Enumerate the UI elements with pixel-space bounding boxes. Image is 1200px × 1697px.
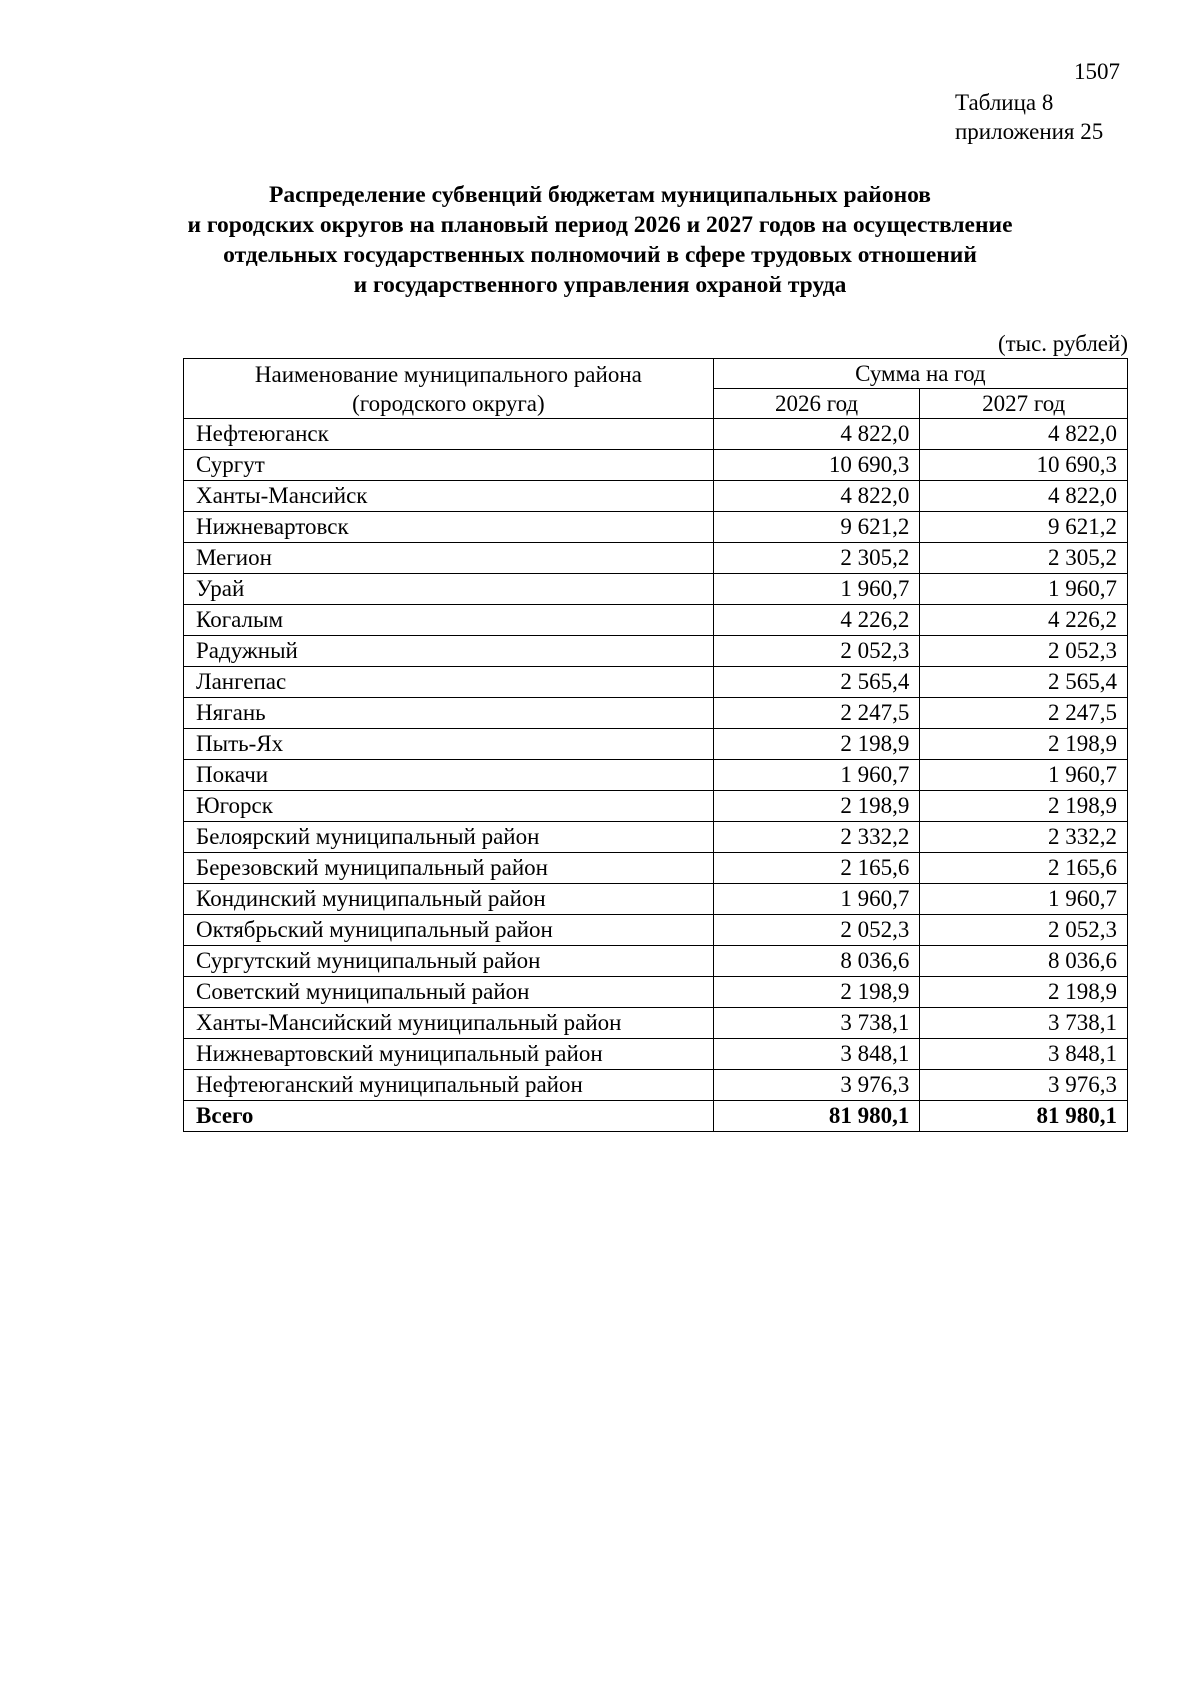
amount-2027: 2 247,5 [920,698,1128,729]
table-row [184,946,1128,977]
amount-2026: 2 052,3 [713,636,920,667]
total-label: Всего [184,1101,714,1132]
amount-2026: 2 198,9 [713,791,920,822]
amount-2026: 3 738,1 [713,1008,920,1039]
header-municipality-line2: (городского округа) [352,391,545,416]
municipality-name: Когалым [184,605,714,636]
page-number: 1507 [1074,59,1120,84]
municipality-name: Сургут [184,450,714,481]
amount-2027: 2 198,9 [920,791,1128,822]
table-row [184,450,1128,481]
total-2027: 81 980,1 [920,1101,1128,1132]
amount-2027: 4 822,0 [920,481,1128,512]
municipality-name: Нефтеюганский муниципальный район [184,1070,714,1101]
table-row [184,760,1128,791]
table-row [184,853,1128,884]
municipality-name: Сургутский муниципальный район [184,946,714,977]
amount-2026: 8 036,6 [713,946,920,977]
header-municipality-line1: Наименование муниципального района [254,362,642,387]
table-body [184,419,1128,1132]
table-row [184,481,1128,512]
amount-2027: 2 332,2 [920,822,1128,853]
table-header-row [184,359,1128,389]
amount-2026: 1 960,7 [713,574,920,605]
municipality-name: Урай [184,574,714,605]
table-row [184,419,1128,450]
municipality-name: Нижневартовск [184,512,714,543]
municipality-name: Ханты-Мансийск [184,481,714,512]
total-row [184,1101,1128,1132]
municipality-name: Радужный [184,636,714,667]
amount-2027: 8 036,6 [920,946,1128,977]
amount-2026: 2 305,2 [713,543,920,574]
municipality-name: Октябрьский муниципальный район [184,915,714,946]
amount-2026: 2 332,2 [713,822,920,853]
header-year-2026: 2026 год [713,389,920,419]
amount-2026: 1 960,7 [713,884,920,915]
table-row [184,543,1128,574]
municipality-name: Березовский муниципальный район [184,853,714,884]
municipality-name: Покачи [184,760,714,791]
amount-2027: 1 960,7 [920,884,1128,915]
amount-2027: 4 822,0 [920,419,1128,450]
table-row [184,667,1128,698]
municipality-name: Нефтеюганск [184,419,714,450]
table-caption-appendix: приложения 25 [955,119,1104,144]
table-row [184,1008,1128,1039]
municipality-name: Пыть-Ях [184,729,714,760]
table-row [184,915,1128,946]
municipality-name: Белоярский муниципальный район [184,822,714,853]
amount-2026: 2 165,6 [713,853,920,884]
amount-2026: 4 226,2 [713,605,920,636]
table-row [184,605,1128,636]
subsidy-table [183,358,1128,1132]
total-2026: 81 980,1 [713,1101,920,1132]
amount-2026: 1 960,7 [713,760,920,791]
table-row [184,791,1128,822]
amount-2027: 1 960,7 [920,760,1128,791]
table-row [184,512,1128,543]
municipality-name: Нижневартовский муниципальный район [184,1039,714,1070]
table-row [184,822,1128,853]
table-row [184,636,1128,667]
table-row [184,977,1128,1008]
amount-2026: 2 565,4 [713,667,920,698]
amount-2027: 2 052,3 [920,915,1128,946]
amount-2027: 2 198,9 [920,977,1128,1008]
amount-2027: 9 621,2 [920,512,1128,543]
amount-2027: 4 226,2 [920,605,1128,636]
municipality-name: Мегион [184,543,714,574]
amount-2026: 10 690,3 [713,450,920,481]
document-title-line: и государственного управления охраной труда [353,272,847,298]
amount-2027: 2 305,2 [920,543,1128,574]
document-title [100,180,1100,300]
municipality-name: Советский муниципальный район [184,977,714,1008]
amount-2027: 2 165,6 [920,853,1128,884]
amount-2026: 2 198,9 [713,977,920,1008]
amount-2027: 10 690,3 [920,450,1128,481]
amount-2026: 9 621,2 [713,512,920,543]
table-caption [955,88,1103,146]
header-annual-sum: Сумма на год [713,359,1127,389]
table-row [184,698,1128,729]
amount-2027: 2 198,9 [920,729,1128,760]
municipality-name: Лангепас [184,667,714,698]
amount-2027: 3 738,1 [920,1008,1128,1039]
amount-2027: 1 960,7 [920,574,1128,605]
amount-2026: 4 822,0 [713,481,920,512]
amount-2027: 2 052,3 [920,636,1128,667]
table-row [184,1039,1128,1070]
amount-2026: 3 976,3 [713,1070,920,1101]
municipality-name: Ханты-Мансийский муниципальный район [184,1008,714,1039]
header-municipality [184,359,714,419]
document-title-line: отдельных государственных полномочий в сфере трудовых отношений [223,242,977,268]
amount-2026: 4 822,0 [713,419,920,450]
table-row [184,574,1128,605]
amount-2026: 2 198,9 [713,729,920,760]
table-row [184,1070,1128,1101]
municipality-name: Югорск [184,791,714,822]
document-title-line: и городских округов на плановый период 2026 и 2027 годов на осуществление [187,212,1013,238]
amount-2027: 2 565,4 [920,667,1128,698]
amount-2026: 2 247,5 [713,698,920,729]
document-title-line: Распределение субвенций бюджетам муниципальных районов [269,182,931,208]
table-row [184,729,1128,760]
header-year-2027: 2027 год [920,389,1128,419]
table-caption-number: Таблица 8 [955,90,1054,115]
amount-2027: 3 848,1 [920,1039,1128,1070]
amount-2027: 3 976,3 [920,1070,1128,1101]
municipality-name: Нягань [184,698,714,729]
municipality-name: Кондинский муниципальный район [184,884,714,915]
units-note: (тыс. рублей) [997,331,1128,356]
amount-2026: 2 052,3 [713,915,920,946]
table-row [184,884,1128,915]
amount-2026: 3 848,1 [713,1039,920,1070]
